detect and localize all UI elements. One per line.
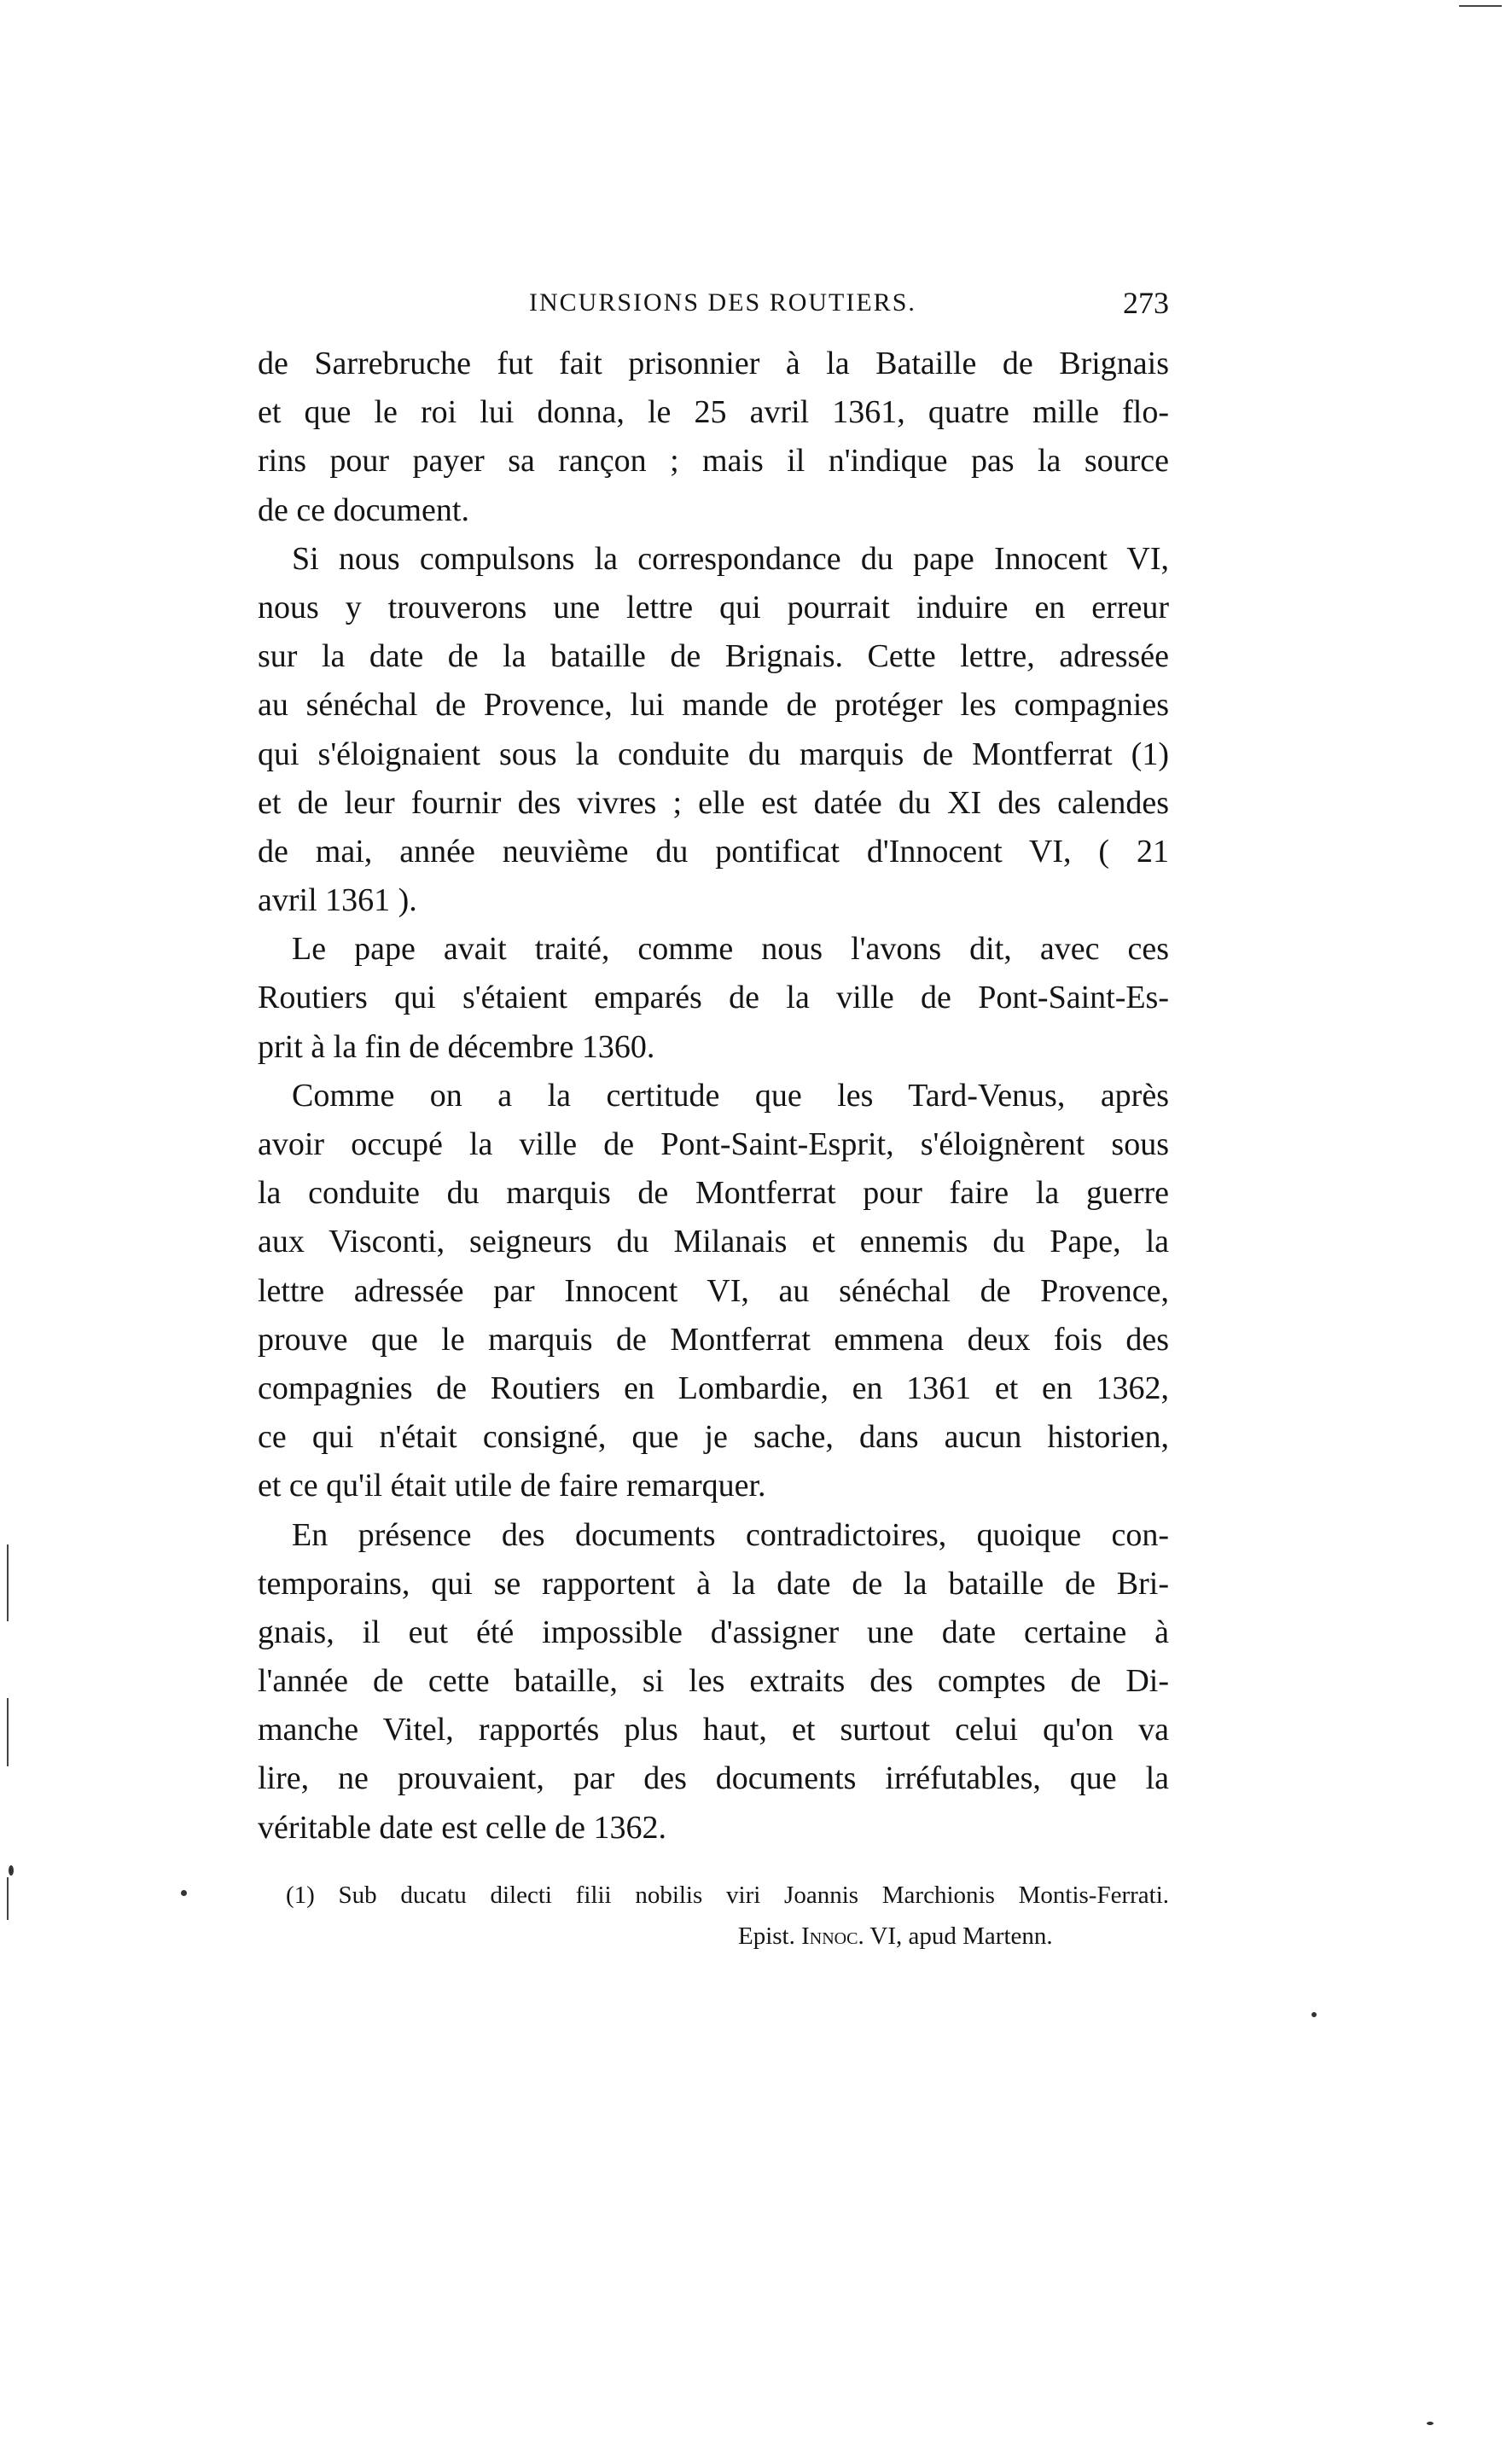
text-line: compagnies de Routiers en Lombardie, en 1361 et en 1362,	[258, 1370, 1169, 1406]
text-line: aux Visconti, seigneurs du Milanais et ennemis du Pape, la	[258, 1224, 1169, 1260]
scan-edge-mark	[7, 1877, 9, 1920]
text-line: temporains, qui se rapportent à la date de la bataille de Bri-	[258, 1565, 1169, 1602]
scan-speck	[9, 1865, 14, 1876]
text-line: Si nous compulsons la correspondance du pape Innocent VI,	[292, 540, 1169, 577]
text-line: manche Vitel, rapportés plus haut, et surtout celui qu'on va	[258, 1712, 1169, 1748]
scan-edge-mark	[7, 1544, 9, 1621]
text-line: gnais, il eut été impossible d'assigner une date certaine à	[258, 1614, 1169, 1650]
text-line: véritable date est celle de 1362.	[258, 1809, 667, 1846]
body-text	[258, 340, 1169, 1853]
text-line: et de leur fournir des vivres ; elle est datée du XI des calendes	[258, 784, 1169, 821]
text-line: de mai, année neuvième du pontificat d'Innocent VI, ( 21	[258, 833, 1169, 870]
footnote-line: (1) Sub ducatu dilecti filii nobilis viri Joannis Marchionis Montis-Ferrati.	[286, 1882, 1169, 1909]
text-line: avoir occupé la ville de Pont-Saint-Esprit, s'éloignèrent sous	[258, 1126, 1169, 1162]
text-line: la conduite du marquis de Montferrat pour faire la guerre	[258, 1175, 1169, 1212]
footnote-citation-suffix: VI, apud Martenn.	[864, 1922, 1053, 1950]
text-line: et que le roi lui donna, le 25 avril 1361, quatre mille flo-	[258, 394, 1169, 431]
text-line: En présence des documents contradictoires, quoique con-	[292, 1516, 1169, 1553]
text-line: ce qui n'était consigné, que je sache, dans aucun historien,	[258, 1419, 1169, 1456]
scan-speck	[1311, 2012, 1317, 2017]
scan-edge-mark	[7, 1698, 9, 1766]
text-line: Le pape avait traité, comme nous l'avons dit, avec ces	[292, 931, 1169, 968]
footnote-citation-abbrev: Innoc.	[801, 1922, 864, 1950]
text-line: au sénéchal de Provence, lui mande de protéger les compagnies	[258, 687, 1169, 724]
text-line: et ce qu'il était utile de faire remarquer.	[258, 1468, 766, 1504]
footnote-citation	[286, 1916, 1169, 1957]
text-line: rins pour payer sa rançon ; mais il n'indique pas la source	[258, 443, 1169, 480]
text-line: prouve que le marquis de Montferrat emmena deux fois des	[258, 1321, 1169, 1358]
text-line: avril 1361 ).	[258, 882, 417, 919]
footnote	[286, 1875, 1169, 1957]
text-line: qui s'éloignaient sous la conduite du marquis de Montferrat (1)	[258, 736, 1169, 772]
text-line: Routiers qui s'étaient emparés de la ville de Pont-Saint-Es-	[258, 980, 1169, 1016]
text-line: lettre adressée par Innocent VI, au sénéchal de Provence,	[258, 1272, 1169, 1309]
scan-speck	[181, 1890, 187, 1896]
text-line: l'année de cette bataille, si les extraits des comptes de Di-	[258, 1663, 1169, 1700]
text-line: de Sarrebruche fut fait prisonnier à la Bataille de Brignais	[258, 346, 1169, 381]
text-line: de ce document.	[258, 492, 469, 528]
text-line: lire, ne prouvaient, par des documents irréfutables, que la	[258, 1760, 1169, 1797]
page-number: 273	[1123, 286, 1169, 320]
text-line: sur la date de la bataille de Brignais. Cette lettre, adressée	[258, 638, 1169, 675]
text-line: Comme on a la certitude que les Tard-Venus, après	[292, 1077, 1169, 1114]
text-line: prit à la fin de décembre 1360.	[258, 1028, 655, 1065]
running-title: INCURSIONS DES ROUTIERS.	[529, 288, 916, 317]
scan-edge-mark	[1459, 5, 1502, 7]
footnote-citation-prefix: Epist.	[738, 1922, 802, 1950]
running-head	[258, 282, 1169, 324]
scan-speck	[1427, 2422, 1433, 2425]
text-line: nous y trouverons une lettre qui pourrait induire en erreur	[258, 589, 1169, 625]
